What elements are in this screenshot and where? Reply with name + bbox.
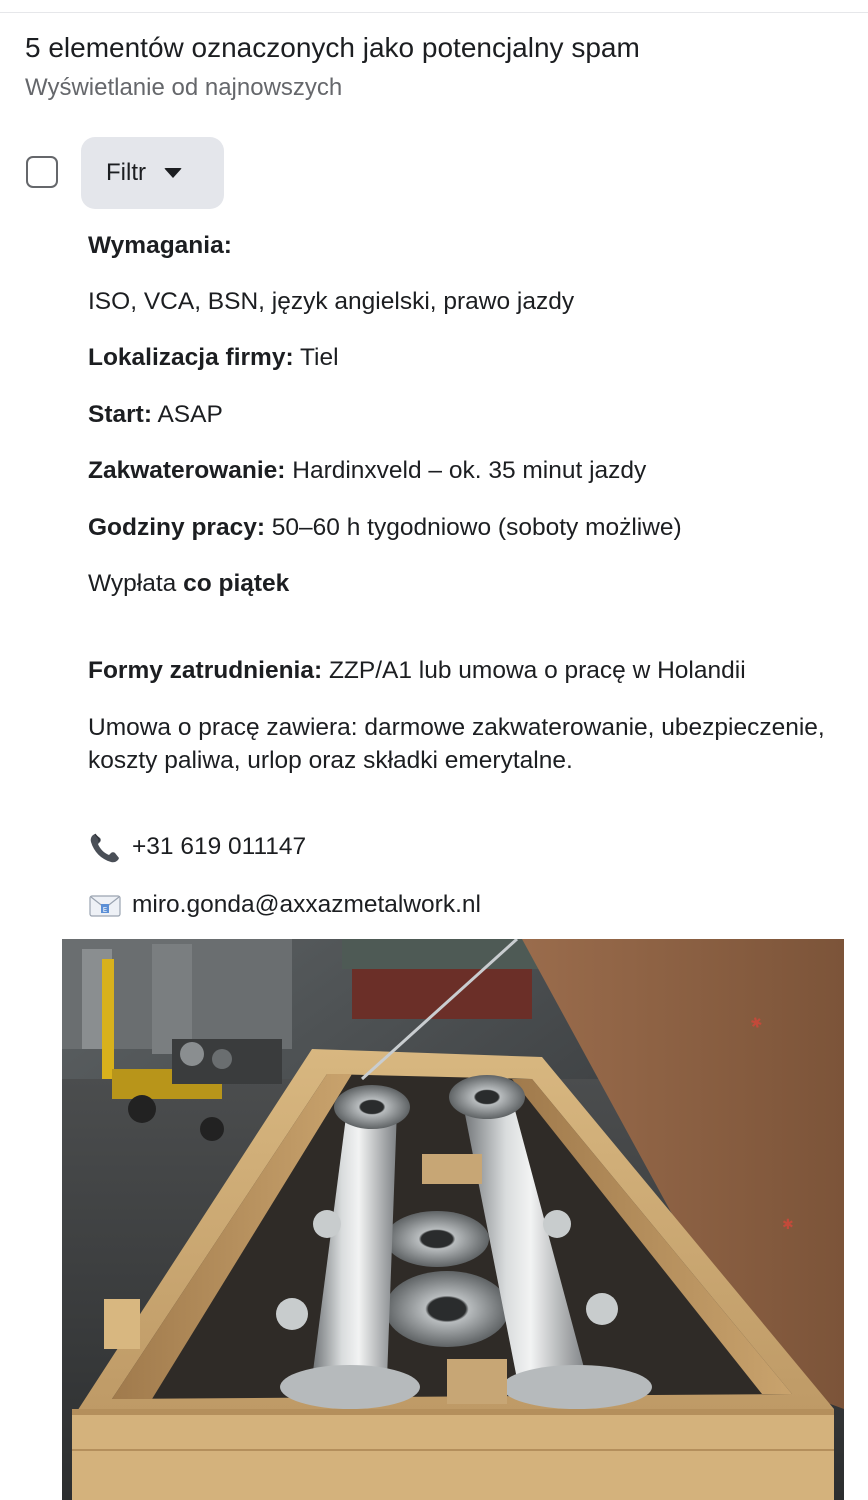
page-title: 5 elementów oznaczonych jako potencjalny spam	[25, 32, 640, 63]
housing-line: Zakwaterowanie: Hardinxveld – ok. 35 minut jazdy	[88, 457, 647, 484]
employment-line: Formy zatrudnienia: ZZP/A1 lub umowa o pracę w Holandii	[88, 657, 746, 684]
post-photo[interactable]	[62, 939, 844, 1500]
svg-text:E: E	[102, 905, 108, 914]
start-line: Start: ASAP	[88, 401, 223, 428]
phone-number-link[interactable]: +31 619 011147	[132, 833, 307, 860]
telephone-receiver-icon	[88, 831, 122, 865]
select-all-checkbox[interactable]	[26, 156, 58, 188]
svg-text:✱: ✱	[748, 1014, 765, 1033]
email-link[interactable]: miro.gonda@axxazmetalwork.nl	[132, 891, 481, 918]
requirements-value: ISO, VCA, BSN, język angielski, prawo jazdy	[88, 288, 575, 315]
sort-order-label[interactable]: Wyświetlanie od najnowszych	[25, 74, 343, 101]
pay-line: Wypłata co piątek	[88, 570, 290, 597]
svg-text:✱: ✱	[782, 1217, 794, 1233]
caret-down-icon	[164, 168, 182, 178]
email-line[interactable]	[88, 888, 481, 921]
filter-button-label: Filtr	[106, 159, 146, 186]
hours-line: Godziny pracy: 50–60 h tygodniowo (soboty możliwe)	[88, 514, 682, 541]
envelope-icon	[88, 893, 122, 919]
location-line: Lokalizacja firmy: Tiel	[88, 344, 339, 371]
requirements-heading: Wymagania:	[88, 232, 232, 259]
filter-button[interactable]	[81, 137, 224, 209]
phone-line[interactable]	[88, 830, 306, 865]
top-divider	[0, 12, 868, 13]
contract-description: Umowa o pracę zawiera: darmowe zakwaterowanie, ubezpieczenie, koszty paliwa, urlop oraz składki emerytalne.	[88, 714, 825, 774]
